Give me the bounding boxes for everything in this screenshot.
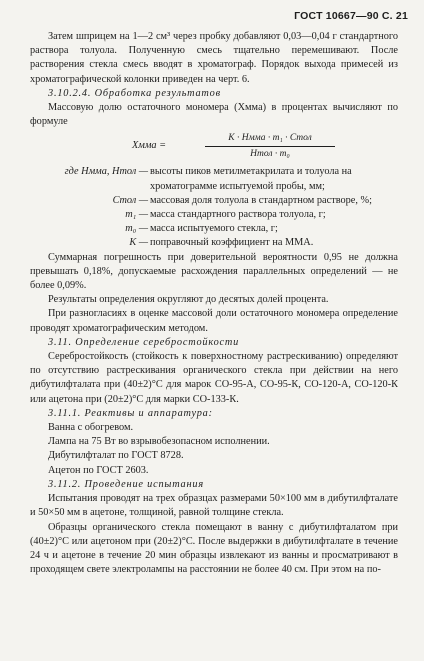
formula-numerator: K · Hмма · m₁ · Cтол	[228, 133, 312, 144]
definition-desc: масса стандартного раствора толуола, г;	[150, 209, 326, 221]
definition-row	[30, 222, 398, 236]
definition-desc: массовая доля толуола в стандартном растворе, %;	[150, 194, 372, 206]
definition-desc: масса испытуемого стекла, г;	[150, 223, 278, 235]
list-item: Ванна с обогревом.	[48, 422, 134, 434]
list-item: Дибутилфталат по ГОСТ 8728.	[48, 450, 184, 462]
definition-term: где Hмма, Hтол —	[64, 166, 148, 178]
formula-lhs: Xмма =	[132, 140, 167, 152]
definition-desc: высоты пиков метилметакрилата и толуола на	[150, 166, 352, 178]
subsection-heading-reagents: 3.11.1. Реактивы и аппаратура:	[48, 407, 213, 419]
paragraph-error: Суммарная погрешность при доверительной вероятности 0,95 не должна превышать 0,18%, допускаемые расхождения параллельных определений — не более 0,09%.	[30, 251, 398, 292]
section-heading-processing: 3.10.2.4. Обработка результатов	[48, 87, 221, 99]
paragraph-samples: Испытания проводят на трех образцах размерами 50×100 мм в дибутилфталате и 50×50 мм в ацетоне, толщиной, равной толщине стекла.	[30, 493, 398, 519]
definition-row	[30, 165, 398, 179]
list-item: Ацетон по ГОСТ 2603.	[48, 464, 149, 476]
definition-row	[30, 194, 398, 208]
definition-desc: поправочный коэффициент на ММА.	[150, 237, 314, 249]
formula-denominator: Hтол · m₀	[250, 149, 290, 160]
paragraph-procedure: Образцы органического стекла помещают в ванну с дибутилфталатом при (40±2)°С или ацетоном при (20±2)°С. После выдержки в дибутилфталате в течение 24 ч и ацетоне в течение 20 мин образцы извлекают из ванны и просматривают в проходящем свете электролампы на расстоянии не более 40 см. При этом на по-	[30, 521, 398, 576]
definitions-list	[30, 165, 398, 250]
paragraph-intro: Затем шприцем на 1—2 см³ через пробку добавляют 0,03—0,04 г стандартного раствора толуола. Полученную смесь тщательно перемешивают. После растворения стекла смесь вводят в хроматограф. Порядок выхода примесей из хроматографической колонки приведен на черт. 6.	[30, 31, 398, 85]
definition-continuation: хроматограмме испытуемой пробы, мм;	[150, 180, 325, 192]
page-header: ГОСТ 10667—90 С. 21	[294, 10, 408, 22]
document-body	[30, 30, 398, 577]
paragraph-rounding: Результаты определения округляют до десятых долей процента.	[48, 294, 329, 306]
list-item: Лампа на 75 Вт во взрывобезопасном исполнении.	[48, 436, 270, 448]
definition-row	[30, 236, 398, 250]
definition-row	[30, 208, 398, 222]
paragraph-formula-intro: Массовую долю остаточного мономера (Xммa) в процентах вычисляют по формуле	[30, 102, 398, 128]
formula	[30, 131, 398, 161]
section-heading-silver: 3.11. Определение серебростойкости	[48, 336, 240, 348]
subsection-heading-test: 3.11.2. Проведение испытания	[48, 478, 204, 490]
paragraph-silver: Серебростойкость (стойкость к поверхностному растрескиванию) определяют по отсутствию растрескивания органического стекла при действии на него дибутилфталата при (40±2)°С для марок СО-95-А, СО-95-К, СО-120-А, СО-120-К или ацетона при (20±2)°С для марки СО-133-К.	[30, 351, 398, 405]
definition-term: m₀ —	[125, 223, 148, 235]
definition-term: Cтол —	[112, 194, 148, 206]
paragraph-disagreement: При разногласиях в оценке массовой доли остаточного мономера определение проводят хроматографическим методом.	[30, 308, 398, 334]
definition-term: m₁ —	[125, 209, 148, 221]
definition-term: K —	[129, 237, 148, 249]
